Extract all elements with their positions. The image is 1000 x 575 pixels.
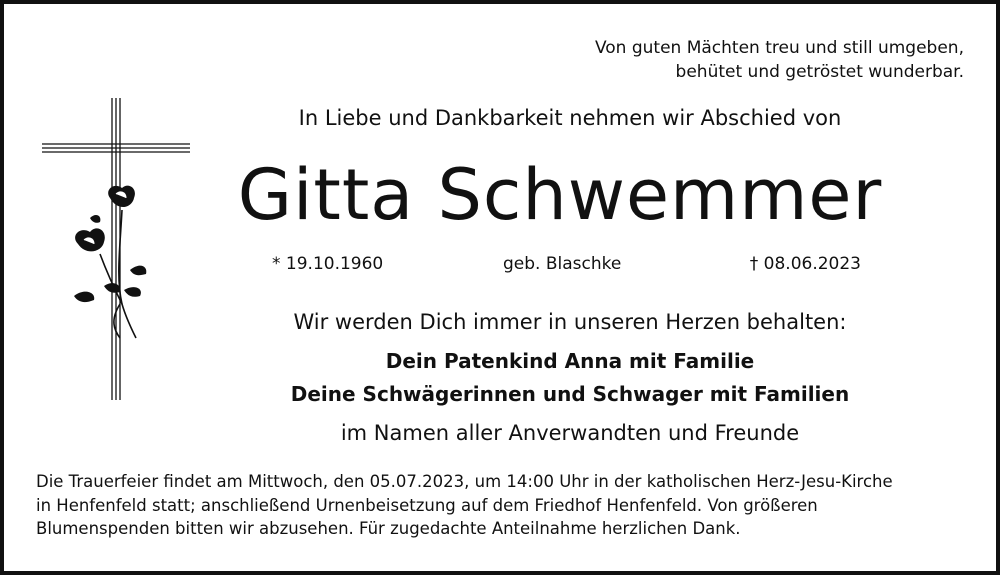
poem-line-1: Von guten Mächten treu und still umgeben, [594, 38, 964, 58]
death-date: † 08.06.2023 [749, 254, 861, 274]
notice-line-3: Blumenspenden bitten wir abzusehen. Für zugedachte Anteilnahme herzlichen Dank. [36, 519, 741, 538]
cross-with-rose-icon [40, 98, 192, 408]
notice-line-2: in Henfenfeld statt; anschließend Urnenbeisetzung auf dem Friedhof Henfenfeld. Von größeren [36, 495, 818, 515]
funeral-notice [36, 470, 976, 541]
poem-quote [595, 36, 964, 84]
maiden-name: geb. Blaschke [503, 254, 622, 274]
notice-line-1: Die Trauerfeier findet am Mittwoch, den 05.07.2023, um 14:00 Uhr in der katholischen Herz-Jesu-Kirche [36, 472, 893, 491]
mourner-line-3: im Namen aller Anverwandten und Freunde [340, 421, 800, 445]
mourner-line-1: Dein Patenkind Anna mit Familie [385, 349, 755, 373]
deceased-name: Gitta Schwemmer [237, 154, 883, 236]
mourner-line-2: Deine Schwägerinnen und Schwager mit Familien [290, 382, 850, 406]
poem-line-2: behütet und getröstet wunderbar. [675, 62, 964, 82]
intro-line: In Liebe und Dankbarkeit nehmen wir Abschied von [298, 106, 842, 130]
birth-date: * 19.10.1960 [272, 254, 384, 274]
remembrance-sentence: Wir werden Dich immer in unseren Herzen behalten: [293, 310, 847, 334]
